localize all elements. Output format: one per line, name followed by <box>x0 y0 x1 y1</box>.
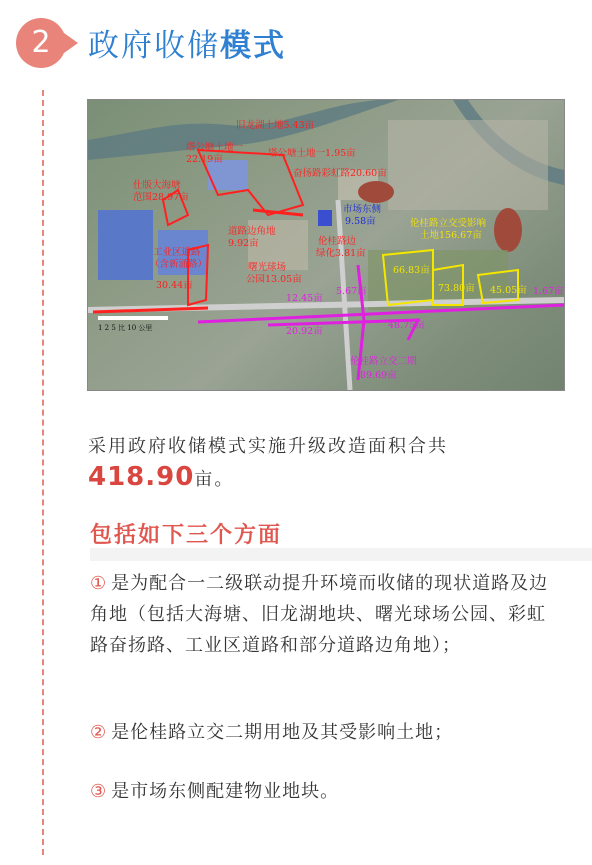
red-road-line <box>253 210 303 215</box>
map-label: 伦桂路立交二期 <box>350 356 417 367</box>
map-label: 5.67亩 <box>336 286 367 297</box>
map-label: 曙光球场 <box>248 262 287 273</box>
map-label: 12.45亩 <box>286 293 323 304</box>
map-label: 伦桂路立交受影响 <box>410 218 487 229</box>
intro-text: 采用政府收储模式实施升级改造面积合共 <box>88 436 448 457</box>
map-label: 道路边角地 <box>228 226 276 237</box>
residential-block <box>388 120 548 210</box>
section-title-part1: 政府收储 <box>88 28 220 64</box>
blue-roof-building <box>318 210 332 226</box>
total-area-unit: 亩。 <box>194 469 235 490</box>
map-label: 奋扬路彩虹路20.60亩 <box>293 168 387 179</box>
total-area-amount: 418.90 <box>88 462 195 492</box>
list-item-text: 是为配合一二级联动提升环境而收储的现状道路及边角地（包括大海塘、旧龙湖地块、曙光球场公园、彩虹路奋扬路、工业区道路和部分道路边角地）； <box>90 573 549 656</box>
section-number-badge: 2 <box>16 18 66 68</box>
scale-bar <box>98 316 168 320</box>
map-label: 工业区道路 <box>153 247 201 258</box>
stadium-track-east <box>494 208 522 252</box>
map-label: 89.69亩 <box>360 370 397 381</box>
map-label: 1.67亩 <box>533 286 564 297</box>
list-item-text: 是伦桂路立交二期用地及其受影响土地； <box>111 722 454 743</box>
intro-paragraph <box>88 432 558 495</box>
section-title-part2: 模式 <box>220 28 286 64</box>
aerial-map-image <box>87 99 565 391</box>
map-label: 30.44亩 <box>156 280 193 291</box>
map-label: 伦桂路边 <box>318 236 357 247</box>
list-marker: ② <box>90 722 108 743</box>
map-label: 9.58亩 <box>345 216 376 227</box>
map-label: 66.83亩 <box>393 265 430 276</box>
section-title <box>88 20 286 65</box>
map-label: 公园13.05亩 <box>246 274 302 285</box>
map-label: 20.92亩 <box>286 326 323 337</box>
map-label: 市场东侧 <box>343 204 382 215</box>
map-label: 仕版大海塘 <box>133 180 181 191</box>
list-item <box>90 776 552 807</box>
subheading: 包括如下三个方面 <box>90 523 283 548</box>
list-item <box>90 568 552 661</box>
subheading-highlight-bar <box>90 548 592 561</box>
map-scale-label: 1 2 5 比 10 公里 <box>98 324 153 332</box>
map-label: 塔公塘土地一1.95亩 <box>268 148 356 159</box>
map-label: 绿化3.81亩 <box>316 248 366 259</box>
map-label: 塔公塘土地一 <box>186 142 244 153</box>
map-label: 73.80亩 <box>438 283 475 294</box>
map-label: 范围28.97亩 <box>133 192 189 203</box>
map-label: 22.19亩 <box>186 154 223 165</box>
list-marker: ③ <box>90 781 108 802</box>
map-label: 旧龙湖土地5.43亩 <box>236 120 315 131</box>
map-label: 土地156.67亩 <box>420 230 482 241</box>
list-marker: ① <box>90 573 108 594</box>
map-label: 48.75亩 <box>388 320 425 331</box>
map-label: 9.92亩 <box>228 238 259 249</box>
list-item <box>90 717 552 748</box>
map-label: 45.05亩 <box>490 285 527 296</box>
list-item-text: 是市场东侧配建物业地块。 <box>111 781 340 802</box>
stadium-track <box>358 181 394 203</box>
blue-roof-building <box>98 210 153 280</box>
timeline-dashed-line <box>42 90 44 855</box>
map-label: （含新涌路） <box>150 259 208 270</box>
